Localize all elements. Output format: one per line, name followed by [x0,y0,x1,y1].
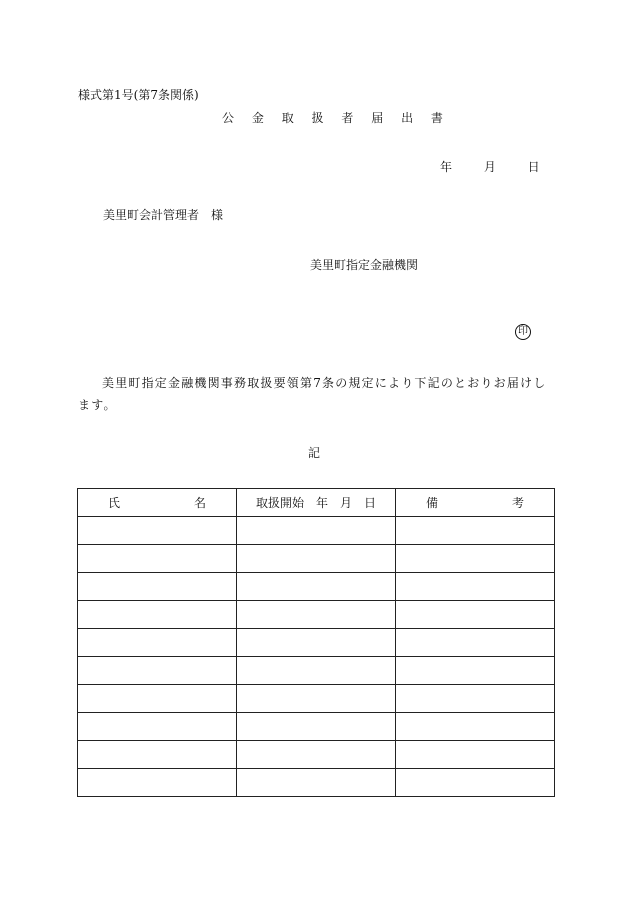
body-paragraph: 美里町指定金融機関事務取扱要領第7条の規定により下記のとおりお届けします。 [78,376,547,412]
header-start-month: 月 [340,496,353,510]
name-cell[interactable] [78,657,237,685]
remarks-cell[interactable] [396,741,555,769]
remarks-cell[interactable] [396,573,555,601]
start-date-cell[interactable] [237,769,396,797]
addressee-name: 美里町会計管理者 [103,208,200,222]
title-char: 金 [251,111,265,125]
remarks-cell[interactable] [396,769,555,797]
start-date-cell[interactable] [237,713,396,741]
header-name [78,489,237,517]
table-body [78,517,555,797]
table-row [78,629,555,657]
remarks-cell[interactable] [396,517,555,545]
name-cell[interactable] [78,685,237,713]
remarks-cell[interactable] [396,545,555,573]
table-row [78,573,555,601]
table-row [78,517,555,545]
table-row [78,545,555,573]
start-date-cell[interactable] [237,545,396,573]
table-row [78,741,555,769]
name-cell[interactable] [78,769,237,797]
remarks-cell[interactable] [396,713,555,741]
header-name-left: 氏 [108,496,121,510]
title-char: 公 [222,111,236,125]
header-start-year: 年 [315,496,328,510]
name-cell[interactable] [78,713,237,741]
date-day-label: 日 [527,160,540,174]
addressee [103,206,223,223]
name-cell[interactable] [78,573,237,601]
start-date-cell[interactable] [237,685,396,713]
seal-mark: 印 [515,324,531,340]
remarks-cell[interactable] [396,657,555,685]
title-char: 者 [341,111,355,125]
start-date-cell[interactable] [237,573,396,601]
name-cell[interactable] [78,517,237,545]
remarks-cell[interactable] [396,601,555,629]
header-start-date [237,489,396,517]
form-number: 様式第1号(第7条関係) [78,88,199,102]
name-cell[interactable] [78,741,237,769]
table-row [78,601,555,629]
date-line [440,158,540,175]
table-row [78,685,555,713]
start-date-cell[interactable] [237,629,396,657]
date-year-label: 年 [440,160,453,174]
name-cell[interactable] [78,601,237,629]
table-row [78,657,555,685]
start-date-cell[interactable] [237,601,396,629]
table-header-row [78,489,555,517]
title-char: 出 [401,111,415,125]
record-table [77,488,555,797]
title-char: 届 [371,111,385,125]
date-month-label: 月 [483,160,496,174]
header-name-right: 名 [193,496,206,510]
header-start-day: 日 [364,496,377,510]
start-date-cell[interactable] [237,517,396,545]
name-cell[interactable] [78,545,237,573]
note-heading: 記 [308,446,321,460]
title-char: 書 [430,111,444,125]
remarks-cell[interactable] [396,685,555,713]
table-row [78,769,555,797]
name-cell[interactable] [78,629,237,657]
header-remarks [396,489,555,517]
addressee-honorific: 様 [211,208,224,222]
title-char: 扱 [311,111,325,125]
header-remarks-right: 考 [511,496,524,510]
header-remarks-left: 備 [426,496,439,510]
table-row [78,713,555,741]
start-date-cell[interactable] [237,657,396,685]
document-title [222,109,456,126]
start-date-cell[interactable] [237,741,396,769]
header-start-label: 取扱開始 [255,496,304,510]
title-char: 取 [281,111,295,125]
sender-name: 美里町指定金融機関 [310,258,419,272]
remarks-cell[interactable] [396,629,555,657]
